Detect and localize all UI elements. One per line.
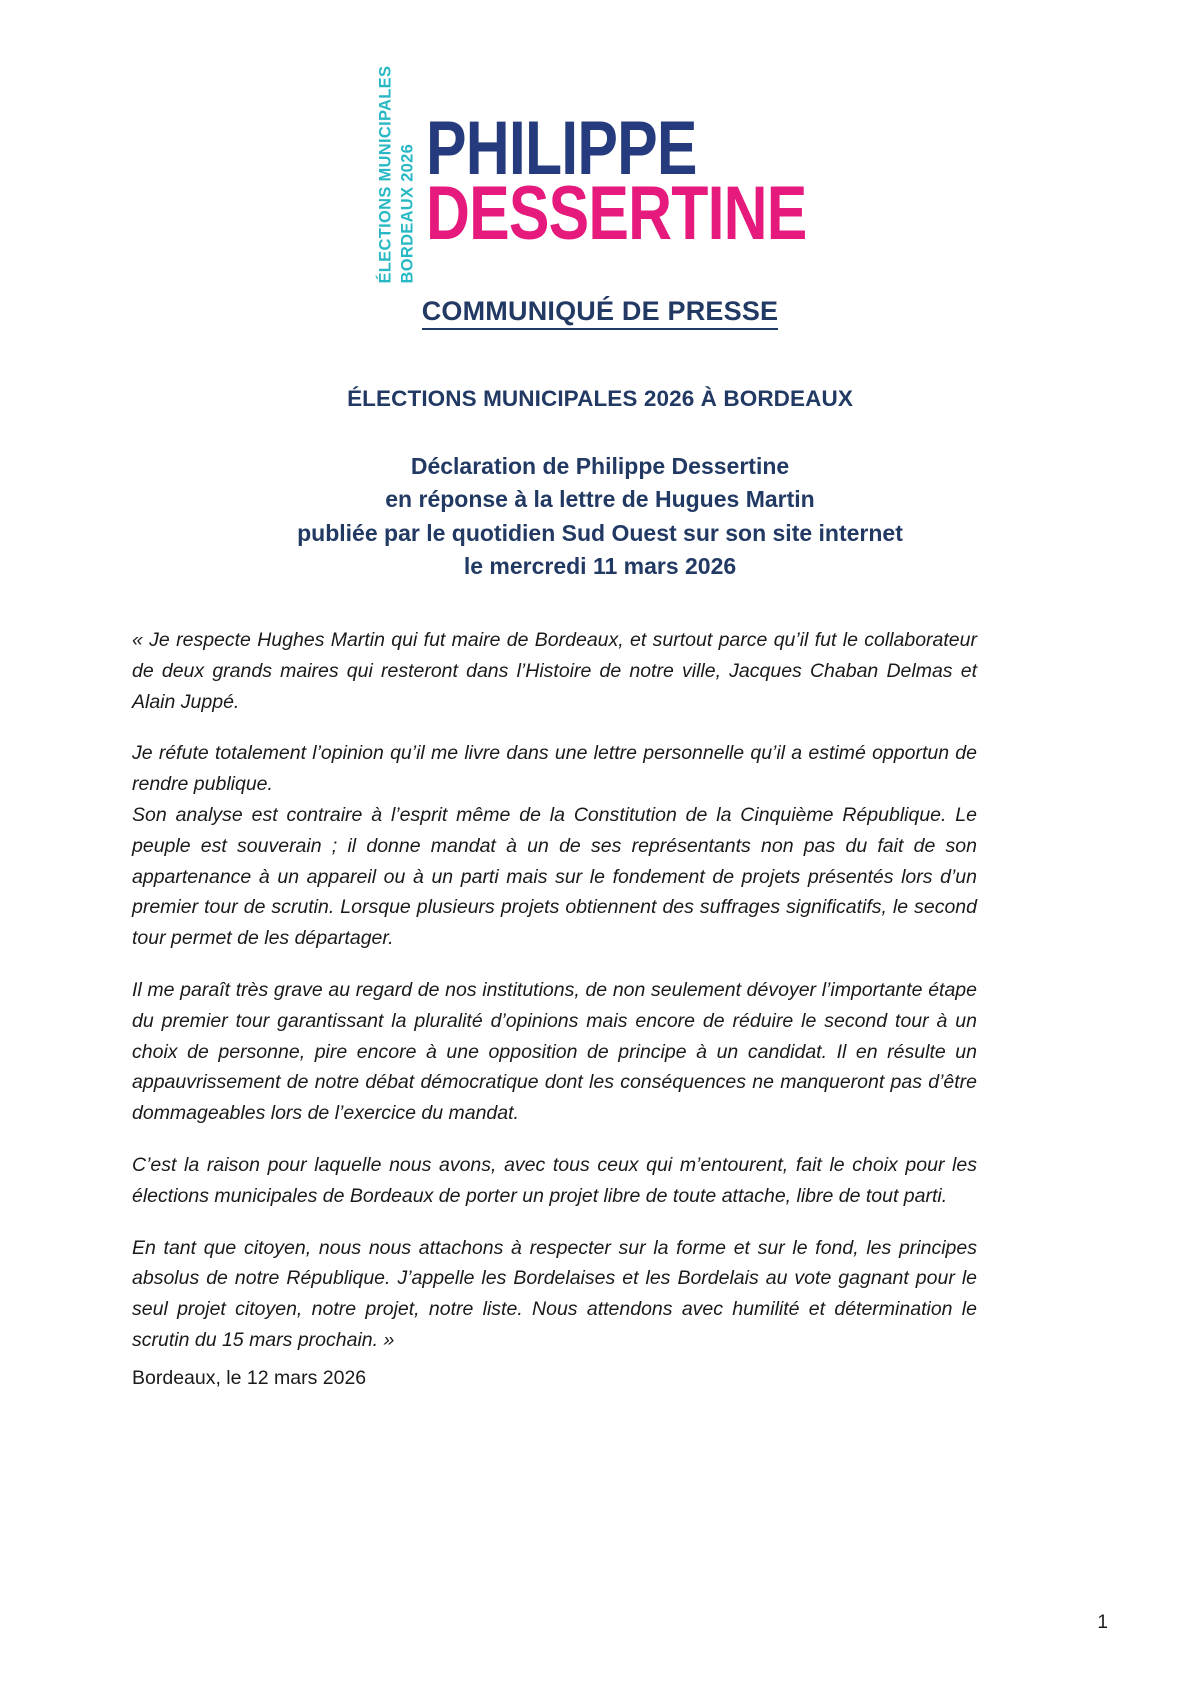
logo-firstname: PHILIPPE [426,106,697,191]
page-title [0,296,1200,327]
paragraph: En tant que citoyen, nous nous attachons à respecter sur la forme et sur le fond, les principes absolus de notre République. J’appelle les Bordelaises et les Bordelais au vote gagnant pour le seul projet citoyen, notre projet, notre liste. Nous attendons avec humilité et détermination le scrutin du 15 mars prochain. » [132,1236,977,1351]
declaration-heading [0,450,1200,583]
paragraph: Il me paraît très grave au regard de nos institutions, de non seulement dévoyer l’importante étape du premier tour garantissant la pluralité d’opinions mais encore de réduire le second tour à un choix de personne, pire encore à une opposition de principe à un candidat. Il en résulte un appauvrissement de notre débat démocratique dont les conséquences ne manqueront pas d’être dommageables lors de l’exercice du mandat. [132,978,977,1125]
paragraph: C’est la raison pour laquelle nous avons, avec tous ceux qui m’entourent, fait le choix pour les élections municipales de Bordeaux de porter un projet libre de toute attache, libre de tout parti. [132,1153,977,1207]
declaration-line-4: le mercredi 11 mars 2026 [463,553,737,580]
logo-rotated-text-group [376,65,428,283]
logo-rotated-line-elections: ÉLECTIONS MUNICIPALES [376,65,395,283]
logo-name-group [426,106,902,257]
declaration-line-3: publiée par le quotidien Sud Ouest sur son site internet [297,519,903,546]
paragraph: Son analyse est contraire à l’esprit même de la Constitution de la Cinquième République. Le peuple est souverain ; il donne mandat à un de ses représentants non pas du fait de son appartenance à un appareil ou à un parti mais sur le fondement de projets présentés lors d’un premier tour de scrutin. Lorsque plusieurs projets obtiennent des suffrages significatifs, le second tour permet de les départager. [132,803,977,950]
paragraph: « Je respecte Hughes Martin qui fut maire de Bordeaux, et surtout parce qu’il fut le collaborateur de deux grands maires qui resteront dans l’Histoire de notre ville, Jacques Chaban Delmas et Alain Juppé. [132,629,977,713]
declaration-line-1: Déclaration de Philippe Dessertine [410,453,790,479]
declaration-line-2: en réponse à la lettre de Hugues Martin [385,486,815,513]
paragraph: Je réfute totalement l’opinion qu’il me livre dans une lettre personnelle qu’il a estimé opportun de rendre publique. [132,742,977,796]
subtitle-elections: ÉLECTIONS MUNICIPALES 2026 À BORDEAUX [347,386,853,411]
page-number: 1 [1097,1612,1108,1633]
logo-lastname: DESSERTINE [426,171,807,257]
body-content [132,625,977,1377]
logo-rotated-line-bordeaux: BORDEAUX 2026 [398,143,417,283]
page-title-text: COMMUNIQUÉ DE PRESSE [422,296,779,330]
dateline: Bordeaux, le 12 mars 2026 [132,1367,367,1389]
campaign-logo [376,65,807,283]
